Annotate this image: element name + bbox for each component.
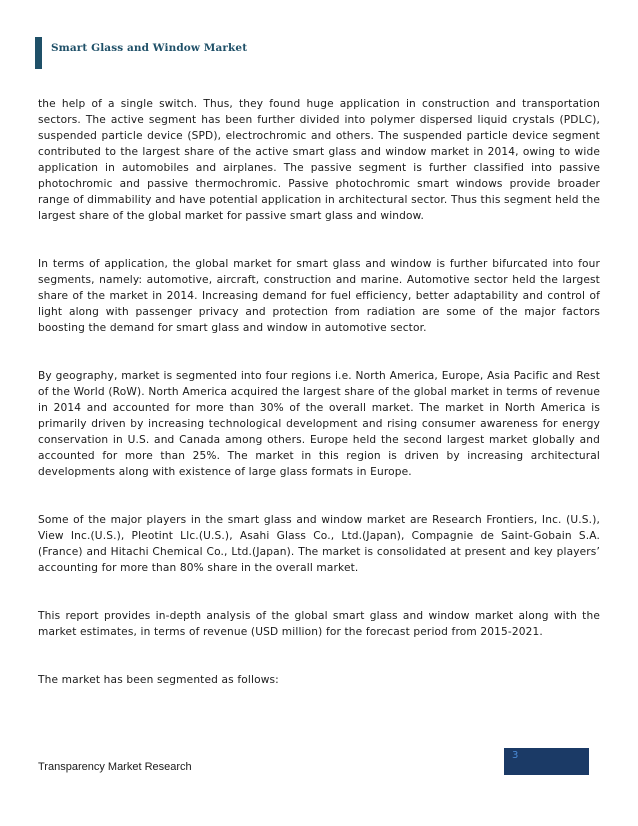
footer-publisher: Transparency Market Research	[38, 761, 192, 773]
paragraph-segmentation-intro: The market has been segmented as follows:	[38, 674, 279, 686]
document-header-title: Smart Glass and Window Market	[51, 42, 248, 54]
paragraph-major-players: Some of the major players in the smart glass and window market are Research Frontiers, Inc. (U.S.), View Inc.(U.S.), Pleotint Llc.(U.S.), Asahi Glass Co., Ltd.(Japan), Compagnie de Saint-Gobain S.A.(France) and Hitachi Chemical Co., Ltd.(Japan). The market is consolidated at present and key players’ accounting for more than 80% share in the overall market.	[38, 514, 600, 574]
paragraph-application: In terms of application, the global market for smart glass and window is further bifurcated into four segments, namely: automotive, aircraft, construction and marine. Automotive sector held the largest share of the market in 2014. Increasing demand for fuel efficiency, better adaptability and control of light along with passenger privacy and protection from radiation are some of the major factors boosting the demand for smart glass and window in automotive sector.	[38, 258, 600, 334]
document-body	[38, 96, 600, 688]
page-number: 3	[512, 750, 519, 761]
paragraph-segment-types: the help of a single switch. Thus, they found huge application in construction and transportation sectors. The active segment has been further divided into polymer dispersed liquid crystals (PDLC), suspended particle device (SPD), electrochromic and others. The suspended particle device segment contributed to the largest share of the active smart glass and window market in 2014, owing to wide application in automobiles and airplanes. The passive segment is further classified into passive photochromic and passive thermochromic. Passive photochromic smart windows provide broader range of dimmability and have potential application in architectural sector. Thus this segment held the largest share of the global market for passive smart glass and window.	[38, 98, 600, 222]
page-number-box	[504, 748, 589, 775]
paragraph-geography: By geography, market is segmented into four regions i.e. North America, Europe, Asia Pacific and Rest of the World (RoW). North America acquired the largest share of the global market in terms of revenue in 2014 and accounted for more than 30% of the overall market. The market in North America is primarily driven by increasing technological development and rising consumer awareness for energy conservation in U.S. and Canada among others. Europe held the second largest market globally and accounted for more than 25%. The market in this region is driven by increasing architectural developments along with existence of large glass formats in Europe.	[38, 370, 600, 478]
header-accent-bar	[35, 37, 42, 69]
paragraph-report-scope: This report provides in-depth analysis of the global smart glass and window market along with the market estimates, in terms of revenue (USD million) for the forecast period from 2015-2021.	[38, 610, 600, 638]
